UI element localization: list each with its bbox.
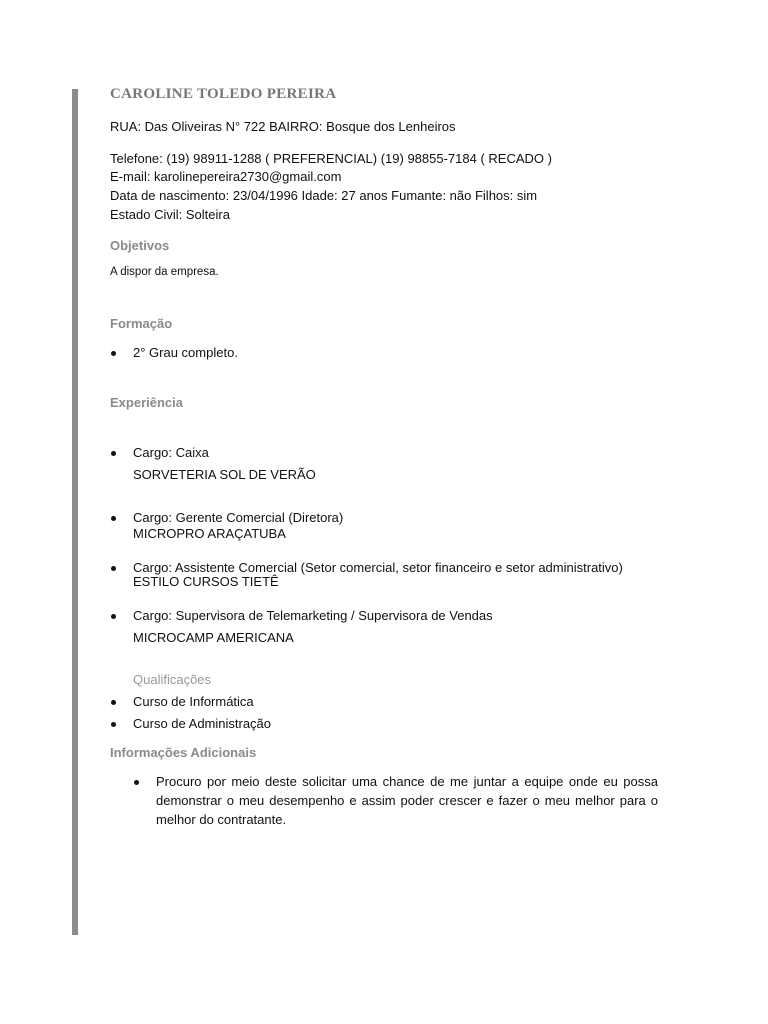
candidate-name: CAROLINE TOLEDO PEREIRA xyxy=(110,86,337,102)
experiencia-heading: Experiência xyxy=(110,395,183,410)
bullet-icon xyxy=(134,780,139,785)
side-accent-bar xyxy=(72,89,78,935)
phone-line: Telefone: (19) 98911-1288 ( PREFERENCIAL) (19) 98855-7184 ( RECADO ) xyxy=(110,151,552,166)
formacao-heading: Formação xyxy=(110,316,173,331)
experience-item-company: MICROCAMP AMERICANA xyxy=(133,630,294,645)
adicionais-heading: Informações Adicionais xyxy=(110,745,257,760)
civil-status-line: Estado Civil: Solteira xyxy=(110,207,230,222)
qualificacoes-heading: Qualificações xyxy=(133,672,212,687)
experience-item-company: MICROPRO ARAÇATUBA xyxy=(133,526,286,541)
objetivos-heading: Objetivos xyxy=(110,238,170,253)
objetivos-text: A dispor da empresa. xyxy=(110,266,219,278)
address-line: RUA: Das Oliveiras N° 722 BAIRRO: Bosque dos Lenheiros xyxy=(110,119,456,134)
email-line: E-mail: karolinepereira2730@gmail.com xyxy=(110,169,342,184)
adicionais-text: Procuro por meio deste solicitar uma chance de me juntar a equipe onde eu possa demonstrar o meu desempenho e assim poder crescer e fazer o meu melhor para o melhor do contratante. xyxy=(156,774,658,827)
experience-item-company: SORVETERIA SOL DE VERÃO xyxy=(133,467,316,482)
birth-line: Data de nascimento: 23/04/1996 Idade: 27 anos Fumante: não Filhos: sim xyxy=(110,188,538,203)
experience-item-company: ESTILO CURSOS TIETÊ xyxy=(133,574,279,589)
